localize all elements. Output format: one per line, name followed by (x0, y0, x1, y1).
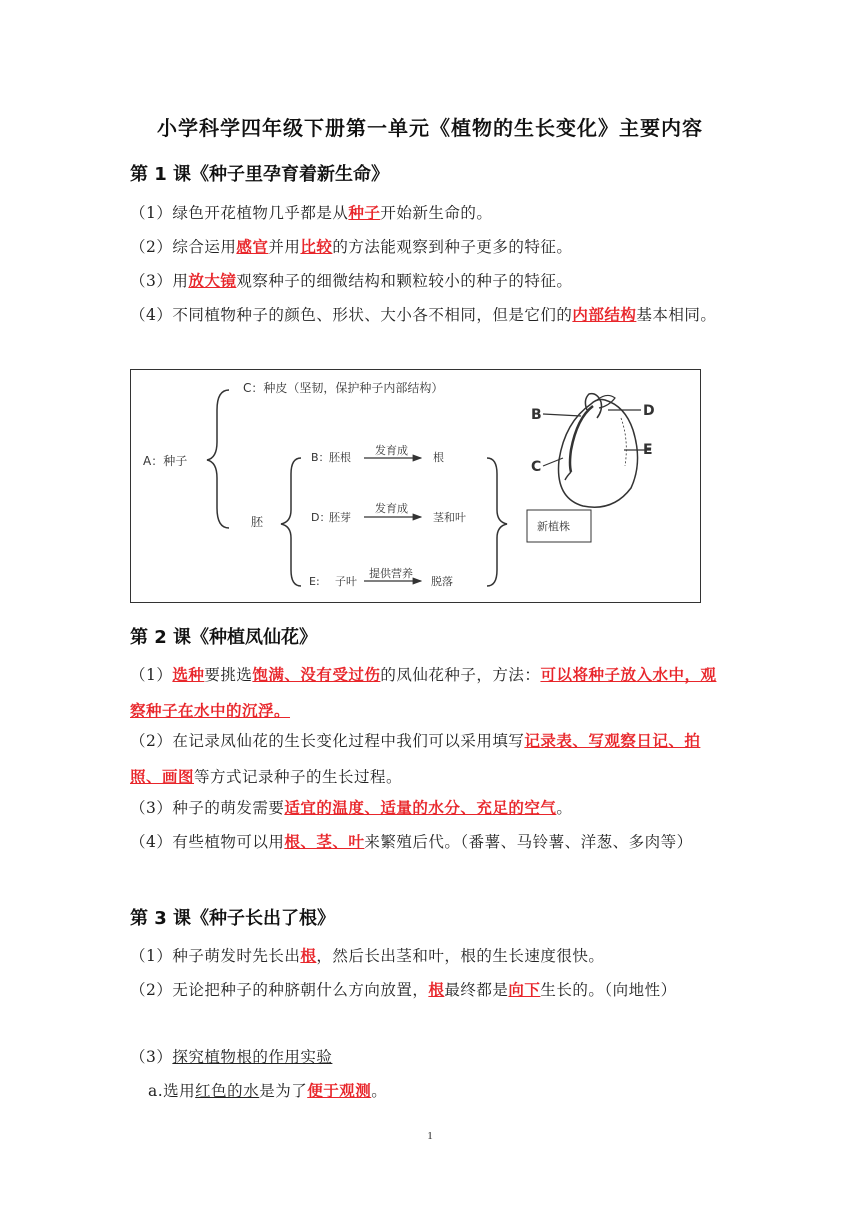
label-embryo: 胚 (251, 515, 264, 529)
brace-main (207, 390, 229, 528)
lesson3-item3a: a.选用红色的水是为了便于观测。 (148, 1081, 388, 1100)
lesson3-item2: （2）无论把种子的种脐朝什么方向放置，根最终都是向下生长的。（向地性） (130, 980, 677, 999)
lesson3-heading: 第 3 课《种子长出了根》 (130, 908, 336, 929)
lesson2-item4: （4）有些植物可以用根、茎、叶来繁殖后代。（番薯、马铃薯、洋葱、多肉等） (130, 832, 693, 851)
brace-embryo (281, 458, 301, 586)
arrow-text-d: 发育成 (375, 502, 408, 515)
label-fall-off: 脱落 (431, 575, 453, 588)
label-stem-leaf: 茎和叶 (433, 511, 466, 524)
label-e: E: (309, 575, 320, 588)
lesson2-item3: （3）种子的萌发需要适宜的温度、适量的水分、充足的空气。 (130, 798, 573, 817)
label-cotyledon: 子叶 (335, 575, 357, 588)
brace-right (487, 458, 507, 586)
label-plumule: 胚芽 (329, 511, 351, 524)
fig-label-d: D (643, 403, 655, 419)
label-root: 根 (433, 451, 444, 464)
arrow-text-b: 发育成 (375, 444, 408, 457)
label-new-plant: 新植株 (537, 520, 570, 533)
label-b: B： (311, 451, 330, 464)
label-d: D： (311, 511, 331, 524)
lesson1-item1: （1）绿色开花植物几乎都是从种子开始新生命的。 (130, 203, 493, 222)
fig-label-c: C (531, 459, 542, 475)
lesson1-item4: （4）不同植物种子的颜色、形状、大小各不相同，但是它们的内部结构基本相同。 (130, 305, 717, 324)
fig-label-e: E (643, 442, 653, 458)
lesson2-heading: 第 2 课《种植凤仙花》 (130, 627, 318, 648)
lesson1-item3: （3）用放大镜观察种子的细微结构和颗粒较小的种子的特征。 (130, 271, 573, 290)
lesson2-item2: （2）在记录凤仙花的生长变化过程中我们可以采用填写记录表、写观察日记、拍照、画图等方式记录种子的生长过程。 (130, 731, 701, 786)
seed-structure-diagram (130, 369, 701, 603)
fig-label-b: B (531, 407, 542, 423)
lesson3-item3: （3）探究植物根的作用实验 (130, 1048, 333, 1066)
lesson1-item2: （2）综合运用感官并用比较的方法能观察到种子更多的特征。 (130, 237, 573, 256)
page-number: 1 (427, 1130, 433, 1142)
label-c-coat: C：种皮（坚韧，保护种子内部结构） (243, 381, 444, 395)
lesson1-heading: 第 1 课《种子里孕育着新生命》 (130, 164, 390, 185)
label-radicle: 胚根 (329, 451, 351, 464)
lesson2-item1: （1）选种要挑选饱满、没有受过伤的凤仙花种子，方法：可以将种子放入水中，观察种子在水中的沉浮。 (130, 665, 717, 720)
lesson3-item1: （1）种子萌发时先长出根，然后长出茎和叶，根的生长速度很快。 (130, 946, 605, 965)
seed-illustration (543, 394, 651, 508)
label-a-seed: A：种子 (143, 454, 188, 468)
page-title: 小学科学四年级下册第一单元《植物的生长变化》主要内容 (157, 116, 703, 140)
arrow-text-e: 提供营养 (369, 567, 413, 580)
